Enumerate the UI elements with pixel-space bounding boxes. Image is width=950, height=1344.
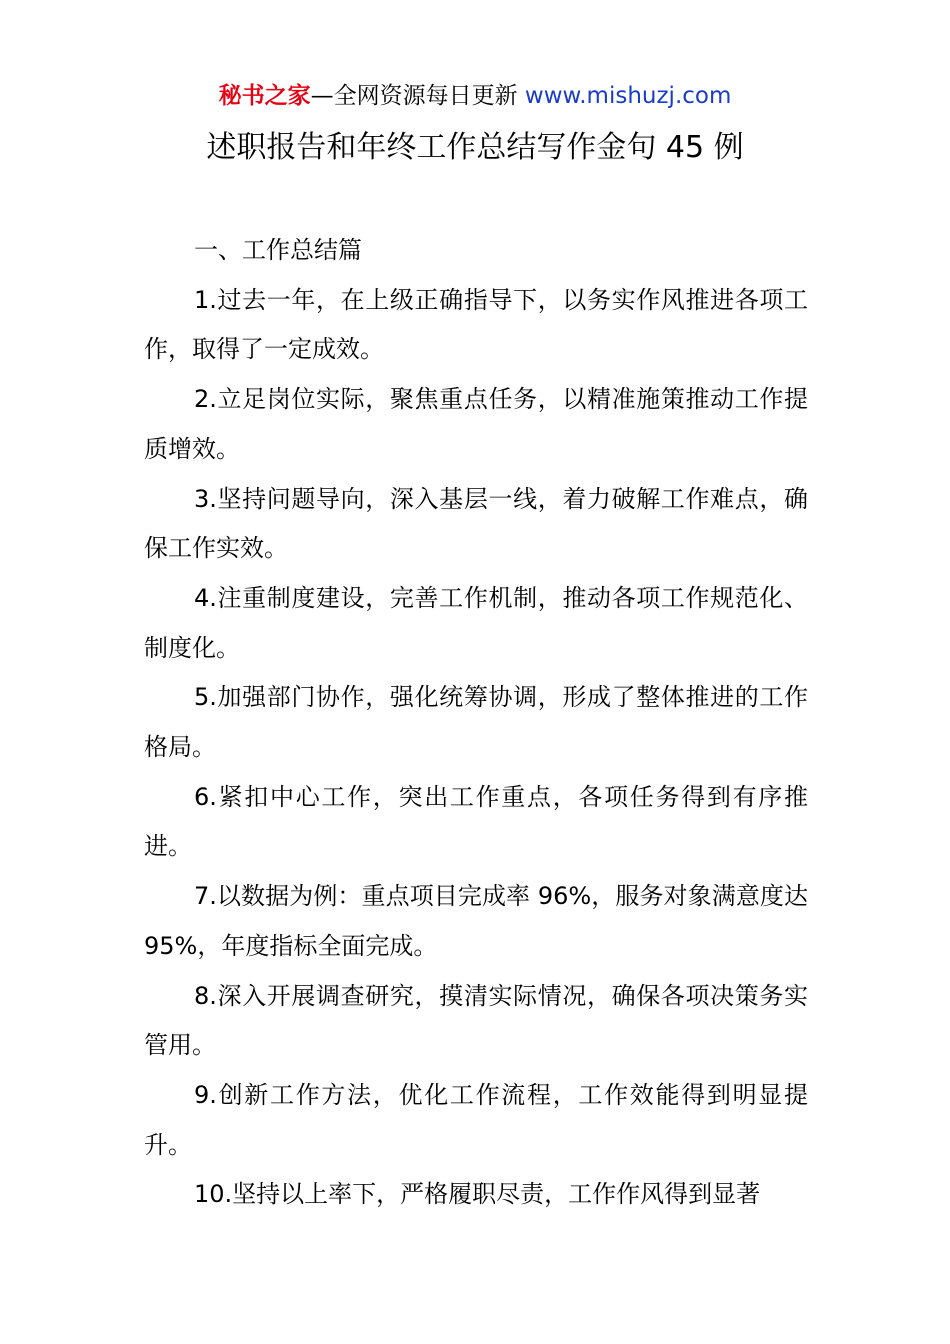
list-item: 5.加强部门协作，强化统筹协调，形成了整体推进的工作格局。 bbox=[144, 683, 808, 762]
banner-tagline: —全网资源每日更新 bbox=[310, 83, 518, 109]
brand-name: 秘书之家 bbox=[218, 83, 311, 109]
list-item: 3.坚持问题导向，深入基层一线，着力破解工作难点，确保工作实效。 bbox=[144, 484, 808, 563]
document-body bbox=[144, 226, 808, 1220]
list-item: 9.创新工作方法，优化工作流程，工作效能得到明显提升。 bbox=[144, 1080, 808, 1159]
document-title: 述职报告和年终工作总结写作金句 45 例 bbox=[206, 130, 744, 165]
list-item: 4.注重制度建设，完善工作机制，推动各项工作规范化、制度化。 bbox=[144, 583, 808, 662]
list-item: 8.深入开展调查研究，摸清实际情况，确保各项决策务实管用。 bbox=[144, 981, 808, 1060]
list-item: 6.紧扣中心工作，突出工作重点，各项任务得到有序推进。 bbox=[144, 782, 808, 861]
list-item: 1.过去一年，在上级正确指导下，以务实作风推进各项工作，取得了一定成效。 bbox=[144, 285, 808, 364]
section-heading: 一、工作总结篇 bbox=[194, 236, 362, 264]
site-banner bbox=[0, 80, 950, 112]
site-url-link[interactable]: www.mishuzj.com bbox=[524, 83, 732, 109]
list-item: 2.立足岗位实际，聚焦重点任务，以精准施策推动工作提质增效。 bbox=[144, 385, 808, 463]
list-item: 7.以数据为例：重点项目完成率 96%，服务对象满意度达 95%，年度指标全面完成。 bbox=[144, 882, 808, 960]
list-item: 10.坚持以上率下，严格履职尽责，工作作风得到显著 bbox=[194, 1180, 761, 1209]
